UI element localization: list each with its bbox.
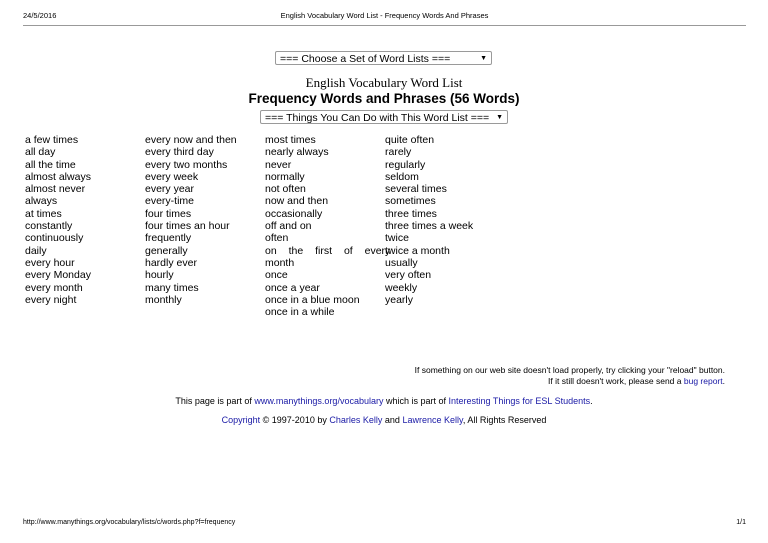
word-item: three times a week — [385, 220, 474, 233]
word-item: daily — [25, 244, 47, 257]
word-item: sometimes — [385, 195, 436, 208]
word-item: every-time — [145, 195, 195, 208]
word-item: every two months — [145, 158, 228, 171]
word-item: all day — [25, 146, 56, 159]
word-item: on the first of every — [265, 244, 391, 257]
word-item: four times — [145, 207, 192, 220]
word-lists-select-value: === Choose a Set of Word Lists === — [280, 53, 451, 65]
vocabulary-link[interactable]: www.manythings.org/vocabulary — [254, 396, 384, 406]
word-item: normally — [265, 170, 305, 183]
word-column-3 — [265, 134, 391, 319]
word-item: a few times — [25, 134, 79, 146]
word-item: hardly ever — [145, 256, 197, 269]
word-item: every hour — [25, 256, 75, 269]
print-url: http://www.manythings.org/vocabulary/lists/c/words.php?f=frequency — [23, 519, 236, 526]
things-to-do-select-value: === Things You Can Do with This Word List === — [265, 112, 490, 124]
word-item: rarely — [385, 146, 412, 159]
word-item: once in a blue moon — [265, 293, 360, 306]
word-item: generally — [145, 244, 188, 257]
word-item: almost never — [25, 183, 86, 196]
esl-students-link[interactable]: Interesting Things for ESL Students — [448, 396, 591, 406]
word-item: every year — [145, 183, 195, 196]
word-column-2 — [145, 134, 237, 306]
word-column-1 — [25, 134, 91, 306]
word-item: three times — [385, 207, 437, 220]
dropdown-arrow-icon: ▼ — [496, 114, 503, 121]
word-item: once — [265, 269, 288, 282]
print-doc-title: English Vocabulary Word List - Frequency Words And Phrases — [280, 11, 489, 20]
bug-report-period: . — [722, 376, 725, 386]
word-item: four times an hour — [145, 220, 230, 233]
word-item: monthly — [145, 293, 182, 306]
page-title: Frequency Words and Phrases (56 Words) — [248, 91, 520, 106]
word-item: frequently — [145, 232, 192, 245]
word-item: hourly — [145, 269, 174, 282]
word-item: almost always — [25, 170, 91, 183]
word-lists-select[interactable] — [275, 51, 492, 65]
word-item: never — [265, 158, 292, 171]
part-of-period: . — [590, 396, 593, 406]
word-item: constantly — [25, 220, 73, 233]
word-item: regularly — [385, 158, 426, 171]
word-item: most times — [265, 134, 316, 146]
page-number: 1/1 — [736, 519, 746, 526]
word-item: seldom — [385, 170, 419, 183]
copyright-text: © 1997-2010 by — [262, 415, 327, 425]
word-item: once a year — [265, 281, 320, 294]
word-item: at times — [25, 207, 62, 220]
word-item: now and then — [265, 195, 329, 208]
print-date: 24/5/2016 — [23, 11, 57, 20]
word-item: weekly — [385, 281, 418, 294]
word-item: month — [265, 256, 295, 269]
bug-report-note — [548, 376, 725, 386]
word-item: every Monday — [25, 269, 91, 282]
word-item: twice a month — [385, 244, 450, 257]
word-item: every third day — [145, 146, 214, 159]
part-of-text: This page is part of — [175, 396, 252, 406]
word-item: every week — [145, 170, 199, 183]
bug-report-link[interactable]: bug report — [683, 376, 723, 386]
word-item: all the time — [25, 158, 76, 171]
page-subtitle: English Vocabulary Word List — [305, 75, 463, 90]
copyright-line — [0, 415, 768, 425]
reload-note: If something on our web site doesn't load properly, try clicking your "reload" button. — [414, 365, 725, 375]
word-item: often — [265, 232, 289, 245]
things-to-do-select[interactable] — [260, 110, 508, 124]
copyright-link[interactable]: Copyright — [221, 415, 261, 425]
word-item: always — [25, 195, 58, 208]
author-link-lawrence[interactable]: Lawrence Kelly — [402, 415, 463, 425]
copyright-and: and — [384, 415, 400, 425]
word-item: very often — [385, 269, 432, 282]
author-link-charles[interactable]: Charles Kelly — [329, 415, 383, 425]
word-item: occasionally — [265, 207, 323, 220]
word-item: yearly — [385, 293, 414, 306]
word-item: every night — [25, 293, 77, 306]
part-of-line — [0, 396, 768, 406]
word-item: several times — [385, 183, 447, 196]
print-header — [23, 11, 746, 23]
word-item: many times — [145, 281, 199, 294]
word-item: twice — [385, 232, 409, 245]
word-item: usually — [385, 256, 418, 269]
word-item: off and on — [265, 220, 312, 233]
dropdown-arrow-icon: ▼ — [480, 55, 487, 62]
word-item: continuously — [25, 232, 84, 245]
word-item: every now and then — [145, 134, 237, 146]
word-item: not often — [265, 183, 306, 196]
word-item: nearly always — [265, 146, 329, 159]
part-of-text-2: which is part of — [385, 396, 447, 406]
word-item: quite often — [385, 134, 435, 146]
word-item: every month — [25, 281, 83, 294]
bug-report-text: If it still doesn't work, please send a — [548, 376, 682, 386]
word-column-4 — [385, 134, 473, 306]
header-rule — [23, 25, 746, 26]
copyright-rights: , All Rights Reserved — [462, 415, 547, 425]
word-item: once in a while — [265, 306, 335, 319]
